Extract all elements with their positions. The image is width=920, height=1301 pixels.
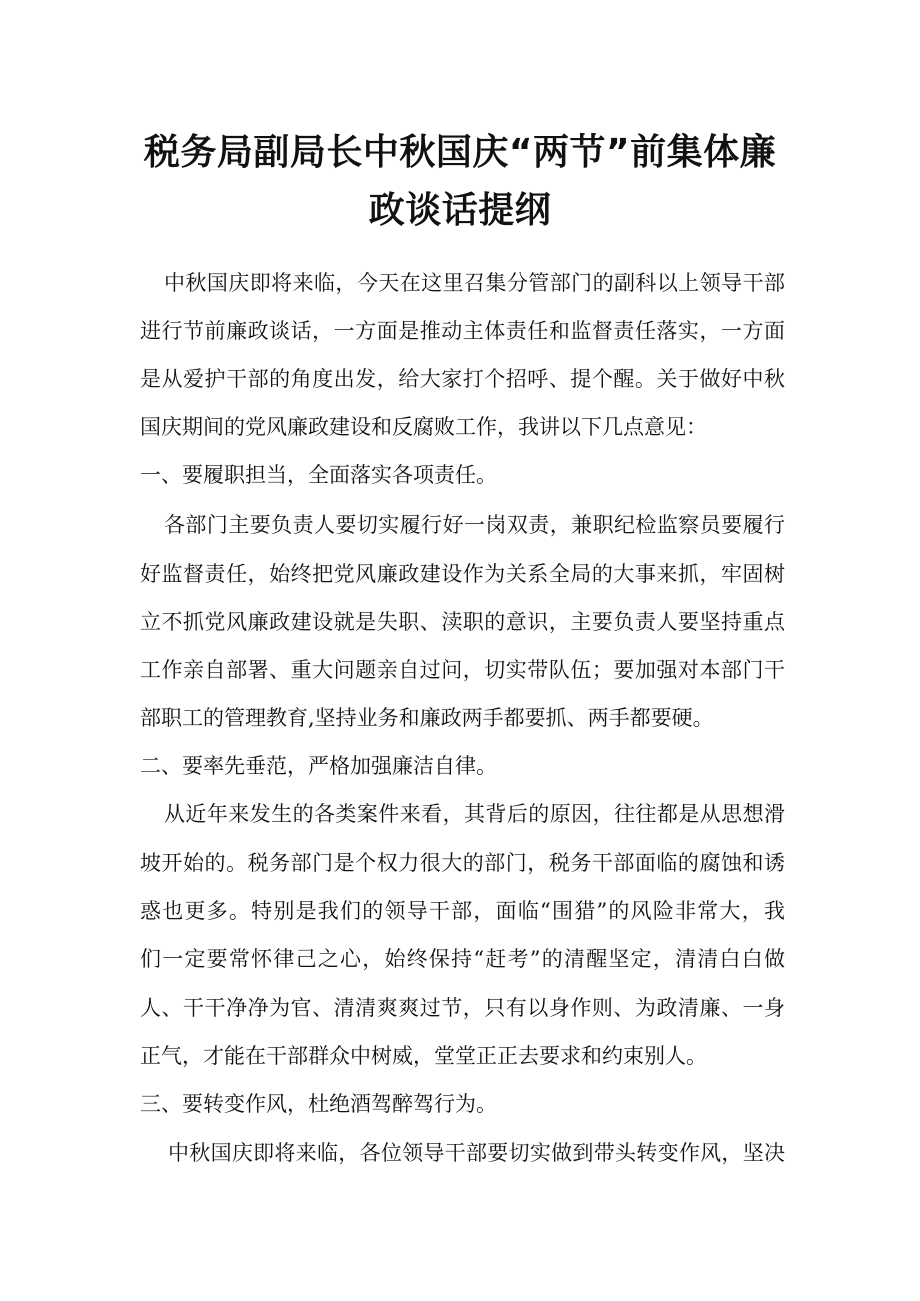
- section-heading-2: 二、要率先垂范，严格加强廉洁自律。: [140, 754, 497, 778]
- paragraph-line: 从近年来发生的各类案件来看，其背后的原因，往往都是从思想滑: [164, 802, 785, 826]
- paragraph-line: 国庆期间的党风廉政建设和反腐败工作，我讲以下几点意见：: [140, 415, 707, 439]
- paragraph-line: 好监督责任，始终把党风廉政建设作为关系全局的大事来抓，牢固树: [140, 562, 785, 586]
- paragraph-line: 各部门主要负责人要切实履行好一岗双责，兼职纪检监察员要履行: [164, 513, 785, 537]
- document-title-line-1: 税务局副局长中秋国庆“两节”前集体廉: [143, 132, 777, 173]
- paragraph-line: 们一定要常怀律己之心，始终保持“赶考”的清醒坚定，清清白白做: [140, 947, 785, 971]
- paragraph-line: 进行节前廉政谈话，一方面是推动主体责任和监督责任落实，一方面: [140, 319, 785, 343]
- paragraph-line: 惑也更多。特别是我们的领导干部，面临“围猎”的风险非常大，我: [140, 899, 785, 923]
- paragraph-line: 坡开始的。税务部门是个权力很大的部门，税务干部面临的腐蚀和诱: [140, 851, 785, 875]
- paragraph-line: 正气，才能在干部群众中树威，堂堂正正去要求和约束别人。: [140, 1044, 707, 1068]
- section-heading-1: 一、要履职担当，全面落实各项责任。: [140, 463, 497, 487]
- document-title-line-2: 政谈话提纲: [368, 190, 552, 231]
- paragraph-line: 立不抓党风廉政建设就是失职、渎职的意识，主要负责人要坚持重点: [140, 610, 785, 634]
- paragraph-line: 人、干干净净为官、清清爽爽过节，只有以身作则、为政清廉、一身: [140, 996, 785, 1020]
- paragraph-line: 中秋国庆即将来临，今天在这里召集分管部门的副科以上领导干部: [164, 271, 785, 295]
- paragraph-line: 是从爱护干部的角度出发，给大家打个招呼、提个醒。关于做好中秋: [140, 367, 785, 391]
- paragraph-line: 中秋国庆即将来临，各位领导干部要切实做到带头转变作风，坚决: [168, 1141, 785, 1165]
- paragraph-line: 部职工的管理教育,坚持业务和廉政两手都要抓、两手都要硬。: [140, 706, 714, 730]
- paragraph-line: 工作亲自部署、重大问题亲自过问，切实带队伍；要加强对本部门干: [140, 658, 785, 682]
- section-heading-3: 三、要转变作风，杜绝酒驾醉驾行为。: [140, 1092, 497, 1116]
